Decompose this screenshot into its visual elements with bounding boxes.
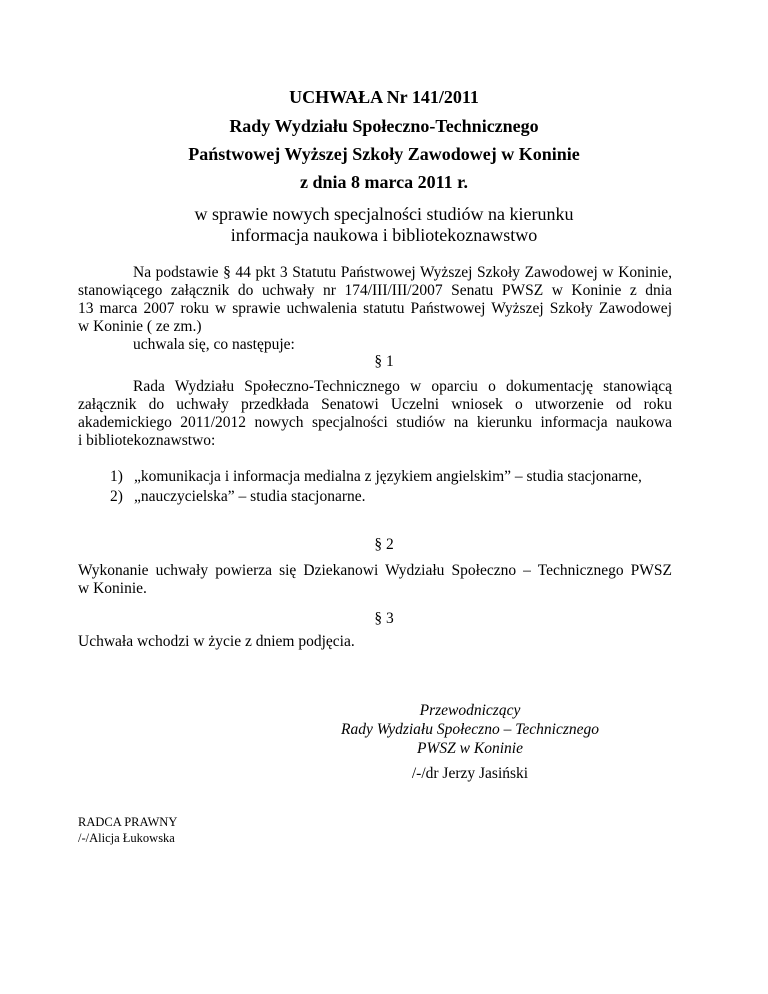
signature-role-line: PWSZ w Koninie — [417, 740, 523, 757]
section-1-mark: § 1 — [374, 353, 394, 370]
list-item-number: 2) — [110, 488, 123, 505]
legal-counsel-block — [78, 814, 177, 846]
legal-counsel-name: /-/Alicja Łukowska — [78, 831, 175, 845]
subject-line-1: w sprawie nowych specjalności studiów na kierunku — [194, 204, 574, 224]
list-item-text: „nauczycielska” – studia stacjonarne. — [134, 488, 366, 505]
section-1-line: akademickiego 2011/2012 nowych specjalności studiów na kierunku informacja naukowa — [78, 414, 672, 431]
section-1-line: Rada Wydziału Społeczno-Technicznego w oparciu o dokumentację stanowiącą — [133, 378, 672, 395]
section-2-line: Wykonanie uchwały powierza się Dziekanowi Wydziału Społeczno – Technicznego PWSZ — [78, 562, 672, 579]
list-item — [110, 467, 690, 487]
list-item-text: „komunikacja i informacja medialna z językiem angielskim” – studia stacjonarne, — [134, 468, 642, 485]
issuer-line-1: Rady Wydziału Społeczno-Technicznego — [229, 116, 539, 136]
preamble-line: stanowiącego załącznik do uchwały nr 174/III/III/2007 Senatu PWSZ w Koninie z dnia — [78, 282, 672, 299]
preamble-line: 13 marca 2007 roku w sprawie uchwalenia statutu Państwowej Wyższej Szkoły Zawodowej — [78, 300, 672, 317]
section-2-line: w Koninie. — [78, 580, 147, 597]
legal-counsel-title: RADCA PRAWNY — [78, 815, 178, 829]
resolution-title: UCHWAŁA Nr 141/2011 — [289, 87, 479, 107]
resolution-date: z dnia 8 marca 2011 r. — [299, 172, 468, 192]
list-item — [110, 487, 690, 507]
section-3-line: Uchwała wchodzi w życie z dniem podjęcia. — [78, 633, 355, 650]
section-1-paragraph — [78, 378, 672, 450]
preamble-paragraph — [78, 264, 672, 354]
signature-block — [300, 701, 640, 758]
specialization-list — [110, 467, 690, 507]
section-3-paragraph — [78, 633, 672, 651]
signature-role-line: Przewodniczący — [419, 702, 521, 719]
list-item-number: 1) — [110, 468, 123, 485]
section-1-line: załącznik do uchwały przedkłada Senatowi Uczelni wniosek o utworzenie od roku — [78, 396, 672, 413]
resolves-statement: uchwala się, co następuje: — [133, 336, 295, 353]
preamble-line: Na podstawie § 44 pkt 3 Statutu Państwowej Wyższej Szkoły Zawodowej w Koninie, — [133, 264, 672, 281]
section-3-mark: § 3 — [374, 610, 394, 627]
section-2-mark: § 2 — [374, 536, 394, 553]
signer-name: /-/dr Jerzy Jasiński — [411, 765, 529, 782]
section-2-paragraph — [78, 562, 672, 598]
preamble-line: w Koninie ( ze zm.) — [78, 318, 202, 335]
issuer-line-2: Państwowej Wyższej Szkoły Zawodowej w Koninie — [188, 144, 580, 164]
section-1-line: i bibliotekoznawstwo: — [78, 432, 216, 449]
subject-line-2: informacja naukowa i bibliotekoznawstwo — [230, 225, 538, 245]
signature-role-line: Rady Wydziału Społeczno – Technicznego — [340, 721, 599, 738]
